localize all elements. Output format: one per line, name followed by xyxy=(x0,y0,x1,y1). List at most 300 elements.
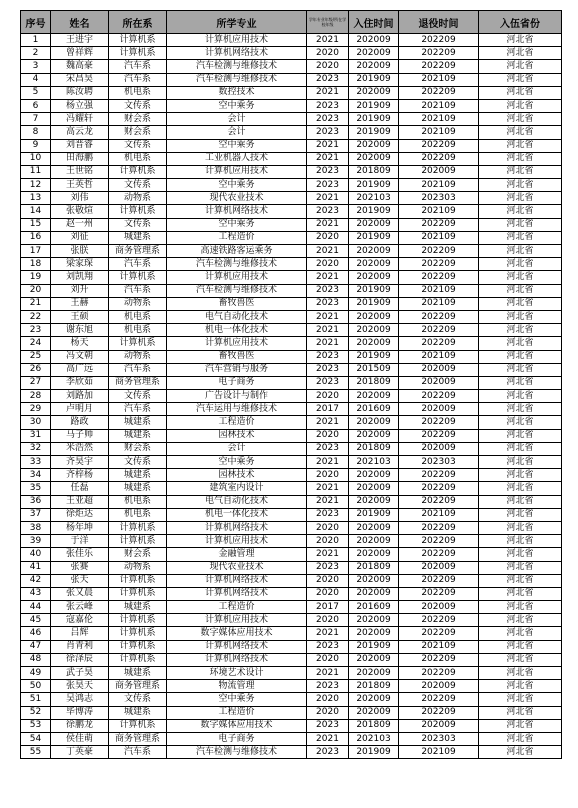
cell-leave-time: 202109 xyxy=(399,126,479,139)
header-leave-time: 退役时间 xyxy=(399,11,479,34)
cell-province: 河北省 xyxy=(479,99,562,112)
cell-index: 26 xyxy=(21,363,51,376)
cell-enroll-time: 202009 xyxy=(349,429,399,442)
cell-department: 计算机系 xyxy=(109,337,167,350)
cell-name: 武子昊 xyxy=(51,667,109,680)
cell-department: 计算机系 xyxy=(109,521,167,534)
table-row xyxy=(21,390,562,403)
cell-year: 2020 xyxy=(307,693,349,706)
cell-major: 环境艺术设计 xyxy=(167,667,307,680)
cell-province: 河北省 xyxy=(479,113,562,126)
cell-major: 汽车检测与维修技术 xyxy=(167,746,307,759)
header-department: 所在系 xyxy=(109,11,167,34)
cell-major: 空中乘务 xyxy=(167,99,307,112)
cell-year: 2023 xyxy=(307,719,349,732)
cell-leave-time: 202209 xyxy=(399,627,479,640)
table-row xyxy=(21,337,562,350)
table-row xyxy=(21,732,562,745)
table-row xyxy=(21,126,562,139)
cell-enroll-time: 201909 xyxy=(349,99,399,112)
table-row xyxy=(21,297,562,310)
cell-index: 42 xyxy=(21,574,51,587)
cell-enroll-time: 202103 xyxy=(349,192,399,205)
cell-province: 河北省 xyxy=(479,324,562,337)
cell-major: 计算机网络技术 xyxy=(167,653,307,666)
cell-department: 商务管理系 xyxy=(109,376,167,389)
cell-province: 河北省 xyxy=(479,495,562,508)
cell-major: 工业机器人技术 xyxy=(167,152,307,165)
cell-name: 寇嘉伦 xyxy=(51,614,109,627)
cell-major: 计算机网络技术 xyxy=(167,640,307,653)
cell-department: 城建系 xyxy=(109,667,167,680)
cell-index: 38 xyxy=(21,521,51,534)
cell-index: 35 xyxy=(21,482,51,495)
cell-index: 18 xyxy=(21,258,51,271)
cell-name: 曾祥辉 xyxy=(51,47,109,60)
cell-major: 汽车检测与维修技术 xyxy=(167,60,307,73)
cell-province: 河北省 xyxy=(479,429,562,442)
cell-department: 计算机系 xyxy=(109,47,167,60)
table-row xyxy=(21,561,562,574)
cell-province: 河北省 xyxy=(479,73,562,86)
cell-major: 计算机应用技术 xyxy=(167,271,307,284)
cell-major: 园林技术 xyxy=(167,429,307,442)
cell-year: 2020 xyxy=(307,521,349,534)
cell-leave-time: 202303 xyxy=(399,456,479,469)
cell-province: 河北省 xyxy=(479,60,562,73)
cell-name: 杨天 xyxy=(51,337,109,350)
cell-name: 刘升 xyxy=(51,284,109,297)
cell-index: 36 xyxy=(21,495,51,508)
cell-province: 河北省 xyxy=(479,442,562,455)
cell-major: 电气自动化技术 xyxy=(167,495,307,508)
cell-enroll-time: 202009 xyxy=(349,47,399,60)
cell-index: 9 xyxy=(21,139,51,152)
cell-major: 高速铁路客运乘务 xyxy=(167,245,307,258)
cell-department: 文传系 xyxy=(109,456,167,469)
cell-index: 47 xyxy=(21,640,51,653)
cell-year: 2021 xyxy=(307,627,349,640)
cell-year: 2023 xyxy=(307,73,349,86)
cell-department: 计算机系 xyxy=(109,587,167,600)
cell-department: 城建系 xyxy=(109,429,167,442)
cell-year: 2023 xyxy=(307,113,349,126)
cell-enroll-time: 202009 xyxy=(349,482,399,495)
cell-enroll-time: 202009 xyxy=(349,139,399,152)
cell-major: 畜牧兽医 xyxy=(167,297,307,310)
cell-year: 2023 xyxy=(307,363,349,376)
cell-enroll-time: 202009 xyxy=(349,653,399,666)
cell-leave-time: 202009 xyxy=(399,680,479,693)
cell-enroll-time: 201909 xyxy=(349,746,399,759)
cell-enroll-time: 201909 xyxy=(349,350,399,363)
cell-province: 河北省 xyxy=(479,310,562,323)
cell-index: 16 xyxy=(21,231,51,244)
cell-enroll-time: 201509 xyxy=(349,363,399,376)
cell-enroll-time: 201609 xyxy=(349,601,399,614)
cell-year: 2023 xyxy=(307,640,349,653)
cell-major: 机电一体化技术 xyxy=(167,324,307,337)
cell-index: 51 xyxy=(21,693,51,706)
cell-name: 刘征 xyxy=(51,231,109,244)
cell-province: 河北省 xyxy=(479,284,562,297)
cell-province: 河北省 xyxy=(479,456,562,469)
cell-major: 计算机网络技术 xyxy=(167,574,307,587)
cell-major: 空中乘务 xyxy=(167,218,307,231)
table-row xyxy=(21,456,562,469)
table-row xyxy=(21,284,562,297)
cell-year: 2023 xyxy=(307,376,349,389)
cell-name: 赵一州 xyxy=(51,218,109,231)
table-body xyxy=(21,34,562,759)
table-row xyxy=(21,99,562,112)
cell-enroll-time: 201909 xyxy=(349,297,399,310)
cell-year: 2020 xyxy=(307,587,349,600)
cell-name: 张朕 xyxy=(51,245,109,258)
cell-leave-time: 202209 xyxy=(399,337,479,350)
cell-province: 河北省 xyxy=(479,403,562,416)
cell-name: 王世铭 xyxy=(51,165,109,178)
cell-enroll-time: 201909 xyxy=(349,126,399,139)
cell-name: 冯耀轩 xyxy=(51,113,109,126)
cell-leave-time: 202009 xyxy=(399,363,479,376)
cell-department: 计算机系 xyxy=(109,165,167,178)
header-province: 入伍省份 xyxy=(479,11,562,34)
cell-department: 汽车系 xyxy=(109,284,167,297)
table-row xyxy=(21,508,562,521)
cell-department: 商务管理系 xyxy=(109,245,167,258)
table-row xyxy=(21,271,562,284)
cell-department: 汽车系 xyxy=(109,363,167,376)
cell-major: 计算机网络技术 xyxy=(167,587,307,600)
cell-department: 计算机系 xyxy=(109,34,167,47)
cell-index: 8 xyxy=(21,126,51,139)
cell-major: 广告设计与制作 xyxy=(167,390,307,403)
cell-province: 河北省 xyxy=(479,126,562,139)
cell-major: 数字媒体应用技术 xyxy=(167,627,307,640)
cell-name: 张敬煊 xyxy=(51,205,109,218)
cell-index: 19 xyxy=(21,271,51,284)
cell-year: 2023 xyxy=(307,297,349,310)
cell-major: 工程造价 xyxy=(167,601,307,614)
cell-department: 汽车系 xyxy=(109,258,167,271)
cell-index: 55 xyxy=(21,746,51,759)
cell-year: 2023 xyxy=(307,442,349,455)
table-row xyxy=(21,245,562,258)
cell-year: 2020 xyxy=(307,706,349,719)
cell-department: 文传系 xyxy=(109,390,167,403)
cell-year: 2023 xyxy=(307,284,349,297)
cell-enroll-time: 201809 xyxy=(349,376,399,389)
cell-department: 机电系 xyxy=(109,324,167,337)
cell-name: 王亚超 xyxy=(51,495,109,508)
cell-index: 1 xyxy=(21,34,51,47)
cell-enroll-time: 202009 xyxy=(349,152,399,165)
cell-department: 机电系 xyxy=(109,152,167,165)
cell-province: 河北省 xyxy=(479,548,562,561)
cell-department: 商务管理系 xyxy=(109,680,167,693)
cell-leave-time: 202209 xyxy=(399,653,479,666)
table-row xyxy=(21,614,562,627)
cell-year: 2020 xyxy=(307,390,349,403)
cell-name: 王赫 xyxy=(51,297,109,310)
cell-leave-time: 202109 xyxy=(399,205,479,218)
cell-enroll-time: 202103 xyxy=(349,456,399,469)
cell-enroll-time: 202009 xyxy=(349,627,399,640)
cell-enroll-time: 202009 xyxy=(349,337,399,350)
cell-enroll-time: 202009 xyxy=(349,469,399,482)
cell-department: 计算机系 xyxy=(109,574,167,587)
cell-enroll-time: 202009 xyxy=(349,271,399,284)
cell-province: 河北省 xyxy=(479,179,562,192)
cell-leave-time: 202209 xyxy=(399,469,479,482)
cell-index: 28 xyxy=(21,390,51,403)
cell-department: 汽车系 xyxy=(109,60,167,73)
table-row xyxy=(21,139,562,152)
cell-department: 计算机系 xyxy=(109,640,167,653)
cell-name: 李欣茹 xyxy=(51,376,109,389)
cell-province: 河北省 xyxy=(479,376,562,389)
cell-major: 计算机应用技术 xyxy=(167,337,307,350)
cell-enroll-time: 201909 xyxy=(349,179,399,192)
cell-province: 河北省 xyxy=(479,416,562,429)
cell-year: 2021 xyxy=(307,667,349,680)
cell-major: 物流管理 xyxy=(167,680,307,693)
cell-name: 杨立强 xyxy=(51,99,109,112)
cell-year: 2023 xyxy=(307,508,349,521)
cell-name: 刘伟 xyxy=(51,192,109,205)
cell-name: 张云峰 xyxy=(51,601,109,614)
table-row xyxy=(21,310,562,323)
cell-name: 梁家琛 xyxy=(51,258,109,271)
cell-year: 2021 xyxy=(307,548,349,561)
cell-province: 河北省 xyxy=(479,469,562,482)
header-row xyxy=(21,11,562,34)
cell-leave-time: 202109 xyxy=(399,284,479,297)
cell-department: 城建系 xyxy=(109,416,167,429)
cell-leave-time: 202209 xyxy=(399,429,479,442)
cell-leave-time: 202209 xyxy=(399,218,479,231)
cell-enroll-time: 201609 xyxy=(349,403,399,416)
cell-enroll-time: 202009 xyxy=(349,390,399,403)
cell-year: 2023 xyxy=(307,126,349,139)
cell-enroll-time: 202009 xyxy=(349,245,399,258)
cell-enroll-time: 202009 xyxy=(349,258,399,271)
cell-index: 46 xyxy=(21,627,51,640)
table-row xyxy=(21,192,562,205)
cell-province: 河北省 xyxy=(479,601,562,614)
cell-enroll-time: 202009 xyxy=(349,667,399,680)
cell-leave-time: 202209 xyxy=(399,548,479,561)
cell-index: 31 xyxy=(21,429,51,442)
cell-enroll-time: 202009 xyxy=(349,535,399,548)
cell-index: 29 xyxy=(21,403,51,416)
cell-leave-time: 202009 xyxy=(399,442,479,455)
table-row xyxy=(21,218,562,231)
cell-name: 齐昊宇 xyxy=(51,456,109,469)
cell-year: 2020 xyxy=(307,47,349,60)
cell-year: 2023 xyxy=(307,205,349,218)
cell-leave-time: 202209 xyxy=(399,495,479,508)
cell-major: 电子商务 xyxy=(167,376,307,389)
cell-province: 河北省 xyxy=(479,746,562,759)
cell-year: 2023 xyxy=(307,350,349,363)
cell-name: 于洋 xyxy=(51,535,109,548)
cell-major: 机电一体化技术 xyxy=(167,508,307,521)
table-row xyxy=(21,152,562,165)
cell-major: 空中乘务 xyxy=(167,456,307,469)
cell-department: 计算机系 xyxy=(109,653,167,666)
cell-enroll-time: 201909 xyxy=(349,640,399,653)
table-row xyxy=(21,73,562,86)
cell-major: 数字媒体应用技术 xyxy=(167,719,307,732)
table-row xyxy=(21,667,562,680)
table-row xyxy=(21,746,562,759)
cell-year: 2021 xyxy=(307,416,349,429)
cell-index: 25 xyxy=(21,350,51,363)
cell-department: 财会系 xyxy=(109,442,167,455)
cell-leave-time: 202109 xyxy=(399,73,479,86)
cell-year: 2017 xyxy=(307,601,349,614)
cell-leave-time: 202209 xyxy=(399,34,479,47)
cell-year: 2021 xyxy=(307,218,349,231)
cell-major: 计算机应用技术 xyxy=(167,614,307,627)
cell-province: 河北省 xyxy=(479,297,562,310)
table-row xyxy=(21,521,562,534)
cell-enroll-time: 202009 xyxy=(349,587,399,600)
cell-department: 财会系 xyxy=(109,548,167,561)
cell-leave-time: 202209 xyxy=(399,152,479,165)
cell-year: 2020 xyxy=(307,429,349,442)
cell-province: 河北省 xyxy=(479,561,562,574)
cell-major: 汽车运用与维修技术 xyxy=(167,403,307,416)
cell-year: 2020 xyxy=(307,535,349,548)
cell-enroll-time: 201909 xyxy=(349,73,399,86)
cell-province: 河北省 xyxy=(479,574,562,587)
cell-leave-time: 202209 xyxy=(399,574,479,587)
cell-year: 2021 xyxy=(307,152,349,165)
cell-enroll-time: 202009 xyxy=(349,548,399,561)
cell-year: 2023 xyxy=(307,179,349,192)
table-row xyxy=(21,469,562,482)
cell-name: 高广远 xyxy=(51,363,109,376)
cell-leave-time: 202109 xyxy=(399,508,479,521)
cell-name: 高云龙 xyxy=(51,126,109,139)
cell-leave-time: 202209 xyxy=(399,535,479,548)
table-row xyxy=(21,693,562,706)
cell-leave-time: 202209 xyxy=(399,416,479,429)
cell-province: 河北省 xyxy=(479,521,562,534)
cell-leave-time: 202109 xyxy=(399,231,479,244)
cell-index: 20 xyxy=(21,284,51,297)
cell-index: 44 xyxy=(21,601,51,614)
cell-year: 2021 xyxy=(307,34,349,47)
cell-province: 河北省 xyxy=(479,706,562,719)
table-row xyxy=(21,60,562,73)
table-row xyxy=(21,416,562,429)
cell-department: 机电系 xyxy=(109,310,167,323)
table-row xyxy=(21,363,562,376)
cell-major: 汽车检测与维修技术 xyxy=(167,284,307,297)
cell-leave-time: 202209 xyxy=(399,86,479,99)
cell-department: 机电系 xyxy=(109,495,167,508)
cell-major: 空中乘务 xyxy=(167,179,307,192)
cell-name: 刘凯翔 xyxy=(51,271,109,284)
cell-department: 计算机系 xyxy=(109,535,167,548)
table-row xyxy=(21,535,562,548)
cell-department: 计算机系 xyxy=(109,271,167,284)
cell-major: 数控技术 xyxy=(167,86,307,99)
cell-year: 2021 xyxy=(307,324,349,337)
cell-department: 汽车系 xyxy=(109,403,167,416)
cell-department: 文传系 xyxy=(109,693,167,706)
cell-province: 河北省 xyxy=(479,363,562,376)
table-row xyxy=(21,574,562,587)
cell-year: 2023 xyxy=(307,99,349,112)
cell-name: 张天 xyxy=(51,574,109,587)
cell-index: 49 xyxy=(21,667,51,680)
cell-name: 徐鹏龙 xyxy=(51,719,109,732)
cell-name: 肖青利 xyxy=(51,640,109,653)
table-row xyxy=(21,548,562,561)
cell-name: 齐梓杨 xyxy=(51,469,109,482)
cell-enroll-time: 201809 xyxy=(349,680,399,693)
cell-enroll-time: 202009 xyxy=(349,614,399,627)
cell-province: 河北省 xyxy=(479,205,562,218)
cell-enroll-time: 202009 xyxy=(349,324,399,337)
cell-major: 会计 xyxy=(167,442,307,455)
cell-index: 52 xyxy=(21,706,51,719)
cell-province: 河北省 xyxy=(479,258,562,271)
cell-leave-time: 202109 xyxy=(399,113,479,126)
cell-department: 文传系 xyxy=(109,139,167,152)
cell-index: 12 xyxy=(21,179,51,192)
cell-leave-time: 202209 xyxy=(399,324,479,337)
cell-name: 王英哲 xyxy=(51,179,109,192)
veteran-enrollment-sheet xyxy=(20,10,561,759)
cell-major: 工程造价 xyxy=(167,231,307,244)
cell-year: 2021 xyxy=(307,482,349,495)
cell-enroll-time: 201909 xyxy=(349,284,399,297)
cell-department: 动物系 xyxy=(109,192,167,205)
cell-year: 2023 xyxy=(307,680,349,693)
cell-year: 2021 xyxy=(307,86,349,99)
cell-leave-time: 202009 xyxy=(399,403,479,416)
cell-enroll-time: 202009 xyxy=(349,693,399,706)
table-row xyxy=(21,350,562,363)
cell-index: 45 xyxy=(21,614,51,627)
cell-enroll-time: 202009 xyxy=(349,521,399,534)
cell-name: 陈汝聘 xyxy=(51,86,109,99)
cell-index: 13 xyxy=(21,192,51,205)
cell-major: 计算机网络技术 xyxy=(167,521,307,534)
cell-department: 文传系 xyxy=(109,99,167,112)
cell-name: 马子帅 xyxy=(51,429,109,442)
cell-index: 24 xyxy=(21,337,51,350)
cell-enroll-time: 201809 xyxy=(349,442,399,455)
cell-province: 河北省 xyxy=(479,34,562,47)
cell-name: 张佳乐 xyxy=(51,548,109,561)
cell-name: 宋昌昊 xyxy=(51,73,109,86)
cell-name: 卢明月 xyxy=(51,403,109,416)
cell-index: 14 xyxy=(21,205,51,218)
cell-name: 吴鸿志 xyxy=(51,693,109,706)
cell-name: 侯佳萌 xyxy=(51,732,109,745)
table-header xyxy=(21,11,562,34)
cell-name: 刘路加 xyxy=(51,390,109,403)
cell-province: 河北省 xyxy=(479,680,562,693)
cell-leave-time: 202209 xyxy=(399,139,479,152)
